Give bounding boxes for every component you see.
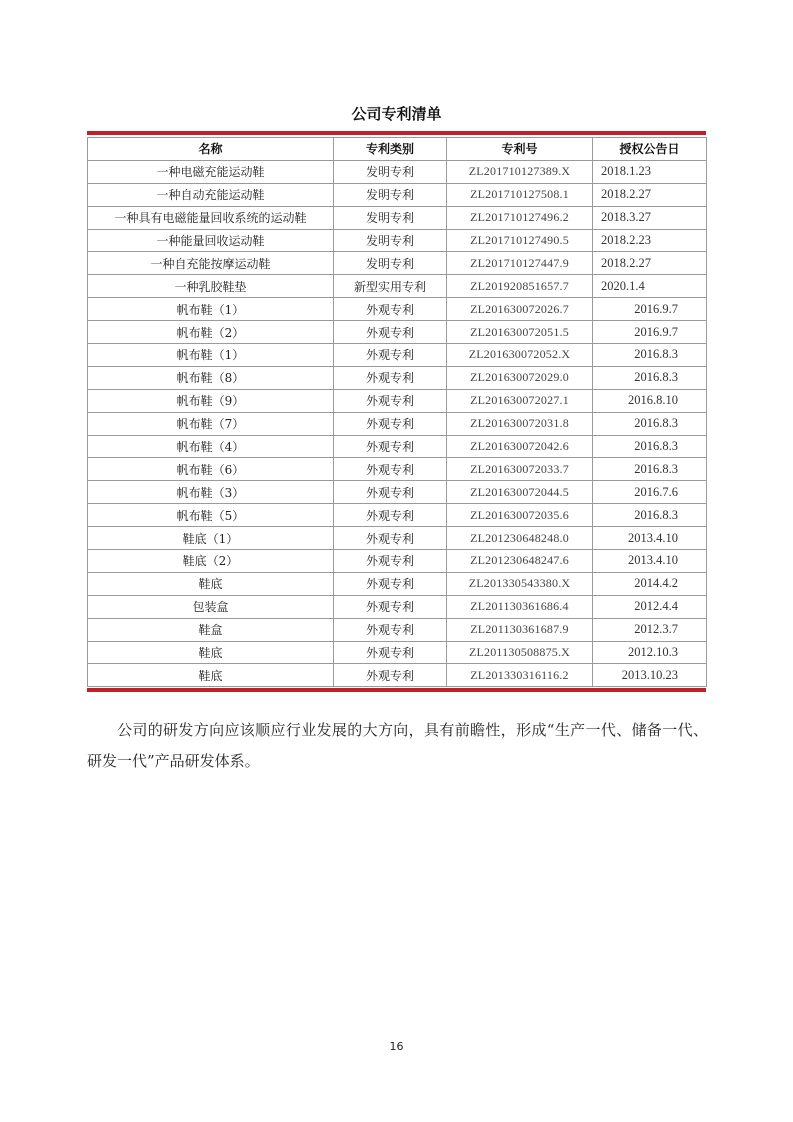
cell-name: 鞋底 xyxy=(88,572,334,595)
cell-date: 2016.8.3 xyxy=(593,412,707,435)
header-name: 名称 xyxy=(88,138,334,161)
cell-number: ZL201330316116.2 xyxy=(447,664,593,687)
cell-date: 2014.4.2 xyxy=(593,572,707,595)
cell-name: 一种自动充能运动鞋 xyxy=(88,183,334,206)
cell-name: 帆布鞋（7） xyxy=(88,412,334,435)
cell-date: 2020.1.4 xyxy=(593,275,707,298)
table-row xyxy=(88,389,707,412)
cell-name: 鞋底 xyxy=(88,641,334,664)
cell-type: 发明专利 xyxy=(334,229,447,252)
cell-type: 外观专利 xyxy=(334,550,447,573)
cell-number: ZL201920851657.7 xyxy=(447,275,593,298)
cell-date: 2016.9.7 xyxy=(593,321,707,344)
table-row xyxy=(88,344,707,367)
cell-name: 帆布鞋（1） xyxy=(88,344,334,367)
cell-name: 帆布鞋（9） xyxy=(88,389,334,412)
cell-date: 2016.8.3 xyxy=(593,435,707,458)
cell-date: 2016.7.6 xyxy=(593,481,707,504)
cell-type: 外观专利 xyxy=(334,504,447,527)
cell-type: 外观专利 xyxy=(334,435,447,458)
cell-date: 2016.8.3 xyxy=(593,458,707,481)
header-type: 专利类别 xyxy=(334,138,447,161)
cell-type: 外观专利 xyxy=(334,618,447,641)
table-row xyxy=(88,252,707,275)
cell-date: 2013.10.23 xyxy=(593,664,707,687)
table-header-row xyxy=(88,138,707,161)
cell-name: 帆布鞋（3） xyxy=(88,481,334,504)
table-row xyxy=(88,504,707,527)
table-row xyxy=(88,298,707,321)
cell-date: 2012.3.7 xyxy=(593,618,707,641)
table-row xyxy=(88,275,707,298)
cell-date: 2016.8.3 xyxy=(593,504,707,527)
cell-type: 发明专利 xyxy=(334,206,447,229)
cell-number: ZL201630072031.8 xyxy=(447,412,593,435)
cell-name: 帆布鞋（4） xyxy=(88,435,334,458)
cell-number: ZL201710127447.9 xyxy=(447,252,593,275)
table-row xyxy=(88,572,707,595)
cell-date: 2016.8.10 xyxy=(593,389,707,412)
cell-number: ZL201130361686.4 xyxy=(447,595,593,618)
table-row xyxy=(88,527,707,550)
cell-name: 帆布鞋（2） xyxy=(88,321,334,344)
table-row xyxy=(88,321,707,344)
cell-name: 鞋底 xyxy=(88,664,334,687)
cell-type: 外观专利 xyxy=(334,481,447,504)
cell-type: 外观专利 xyxy=(334,321,447,344)
cell-number: ZL201630072035.6 xyxy=(447,504,593,527)
cell-type: 发明专利 xyxy=(334,160,447,183)
cell-name: 帆布鞋（6） xyxy=(88,458,334,481)
cell-name: 鞋盒 xyxy=(88,618,334,641)
table-title: 公司专利清单 xyxy=(351,105,442,123)
table-row xyxy=(88,183,707,206)
cell-date: 2016.9.7 xyxy=(593,298,707,321)
cell-name: 包装盒 xyxy=(88,595,334,618)
cell-name: 一种具有电磁能量回收系统的运动鞋 xyxy=(88,206,334,229)
cell-number: ZL201710127508.1 xyxy=(447,183,593,206)
cell-date: 2013.4.10 xyxy=(593,527,707,550)
table-row xyxy=(88,664,707,687)
cell-number: ZL201230648247.6 xyxy=(447,550,593,573)
cell-date: 2012.4.4 xyxy=(593,595,707,618)
cell-number: ZL201630072026.7 xyxy=(447,298,593,321)
cell-type: 外观专利 xyxy=(334,527,447,550)
cell-date: 2013.4.10 xyxy=(593,550,707,573)
cell-name: 鞋底（2） xyxy=(88,550,334,573)
cell-type: 外观专利 xyxy=(334,572,447,595)
table-row xyxy=(88,229,707,252)
cell-number: ZL201710127389.X xyxy=(447,160,593,183)
cell-type: 发明专利 xyxy=(334,183,447,206)
cell-number: ZL201710127496.2 xyxy=(447,206,593,229)
cell-type: 外观专利 xyxy=(334,366,447,389)
cell-number: ZL201630072029.0 xyxy=(447,366,593,389)
table-row xyxy=(88,618,707,641)
cell-date: 2016.8.3 xyxy=(593,344,707,367)
cell-name: 帆布鞋（8） xyxy=(88,366,334,389)
cell-type: 外观专利 xyxy=(334,389,447,412)
cell-number: ZL201230648248.0 xyxy=(447,527,593,550)
cell-name: 鞋底（1） xyxy=(88,527,334,550)
cell-date: 2018.2.23 xyxy=(593,229,707,252)
body-paragraph: 公司的研发方向应该顺应行业发展的大方向，具有前瞻性，形成“生产一代、储备一代、研发一代”产品研发体系。 xyxy=(87,721,708,770)
table-row xyxy=(88,412,707,435)
cell-date: 2018.2.27 xyxy=(593,252,707,275)
table-bottom-rule xyxy=(87,688,706,692)
cell-name: 一种能量回收运动鞋 xyxy=(88,229,334,252)
table-row xyxy=(88,366,707,389)
cell-name: 帆布鞋（1） xyxy=(88,298,334,321)
header-number: 专利号 xyxy=(447,138,593,161)
cell-type: 外观专利 xyxy=(334,298,447,321)
cell-type: 外观专利 xyxy=(334,641,447,664)
cell-type: 外观专利 xyxy=(334,412,447,435)
table-row xyxy=(88,206,707,229)
cell-date: 2018.1.23 xyxy=(593,160,707,183)
cell-date: 2018.3.27 xyxy=(593,206,707,229)
cell-date: 2016.8.3 xyxy=(593,366,707,389)
cell-type: 外观专利 xyxy=(334,344,447,367)
cell-number: ZL201710127490.5 xyxy=(447,229,593,252)
cell-number: ZL201330543380.X xyxy=(447,572,593,595)
patent-table xyxy=(87,137,707,687)
cell-type: 外观专利 xyxy=(334,664,447,687)
cell-number: ZL201130508875.X xyxy=(447,641,593,664)
table-row xyxy=(88,595,707,618)
table-row xyxy=(88,641,707,664)
cell-name: 帆布鞋（5） xyxy=(88,504,334,527)
table-top-rule xyxy=(87,131,706,135)
cell-number: ZL201630072052.X xyxy=(447,344,593,367)
cell-number: ZL201630072044.5 xyxy=(447,481,593,504)
cell-name: 一种自充能按摩运动鞋 xyxy=(88,252,334,275)
cell-number: ZL201130361687.9 xyxy=(447,618,593,641)
cell-number: ZL201630072042.6 xyxy=(447,435,593,458)
table-row xyxy=(88,550,707,573)
cell-type: 外观专利 xyxy=(334,595,447,618)
table-row xyxy=(88,481,707,504)
table-row xyxy=(88,458,707,481)
cell-type: 新型实用专利 xyxy=(334,275,447,298)
cell-type: 外观专利 xyxy=(334,458,447,481)
cell-date: 2012.10.3 xyxy=(593,641,707,664)
cell-date: 2018.2.27 xyxy=(593,183,707,206)
table-row xyxy=(88,435,707,458)
cell-name: 一种电磁充能运动鞋 xyxy=(88,160,334,183)
page-number: 16 xyxy=(389,1040,404,1053)
cell-number: ZL201630072051.5 xyxy=(447,321,593,344)
cell-type: 发明专利 xyxy=(334,252,447,275)
table-row xyxy=(88,160,707,183)
header-date: 授权公告日 xyxy=(593,138,707,161)
cell-name: 一种乳胶鞋垫 xyxy=(88,275,334,298)
cell-number: ZL201630072033.7 xyxy=(447,458,593,481)
cell-number: ZL201630072027.1 xyxy=(447,389,593,412)
